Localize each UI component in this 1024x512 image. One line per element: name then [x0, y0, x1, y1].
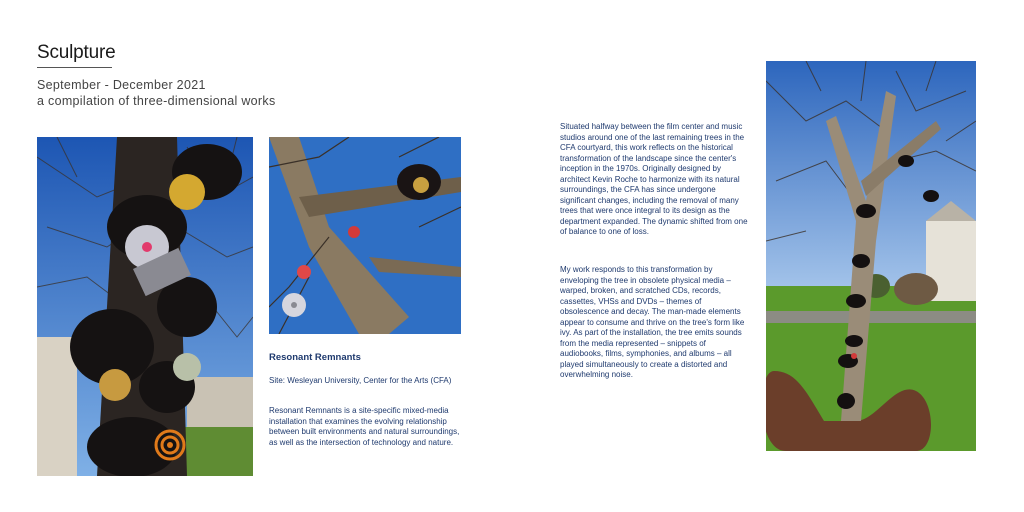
subtitle-description: a compilation of three-dimensional works	[37, 93, 276, 108]
tree-branches-photo	[269, 137, 461, 334]
subtitle-dates: September - December 2021	[37, 78, 206, 92]
sculpture-closeup-photo	[37, 137, 253, 476]
page-title: Sculpture	[37, 42, 116, 63]
work-title: Resonant Remnants	[269, 352, 361, 363]
work-description: Resonant Remnants is a site-specific mixed-media installation that examines the evolving relationship between built environments and natural surroundings, as well as the intersection of technology and nature.	[269, 406, 460, 447]
statement-paragraph-1: Situated halfway between the film center and music studios around one of the last remaining trees in the CFA courtyard, this work reflects on the historical transformation of the landscape since the center's inception in the 1970s. Originally designed by architect Kevin Roche to harmonize with its natural surroundings, the CFA has since undergone significant changes, including the removal of many trees that were once integral to its design as the department expanded. The dynamic shifted from one of balance to one of loss.	[560, 122, 748, 236]
work-site: Site: Wesleyan University, Center for the Arts (CFA)	[269, 376, 452, 385]
statement-paragraph-2: My work responds to this transformation by enveloping the tree in obsolete physical media – warped, broken, and scratched CDs, records, cassettes, VHSs and DVDs – themes of obsolescence and decay. The man-made elements appear to consume and thrive on the tree's form like ivy. As part of the installation, the tree emits sounds from the media represented – snippets of audiobooks, films, symphonies, and albums – all played simultaneously to create a distorted and overwhelming noise.	[560, 265, 745, 379]
full-tree-photo	[766, 61, 976, 451]
page-subtitle	[37, 78, 276, 109]
title-underline	[37, 67, 112, 68]
